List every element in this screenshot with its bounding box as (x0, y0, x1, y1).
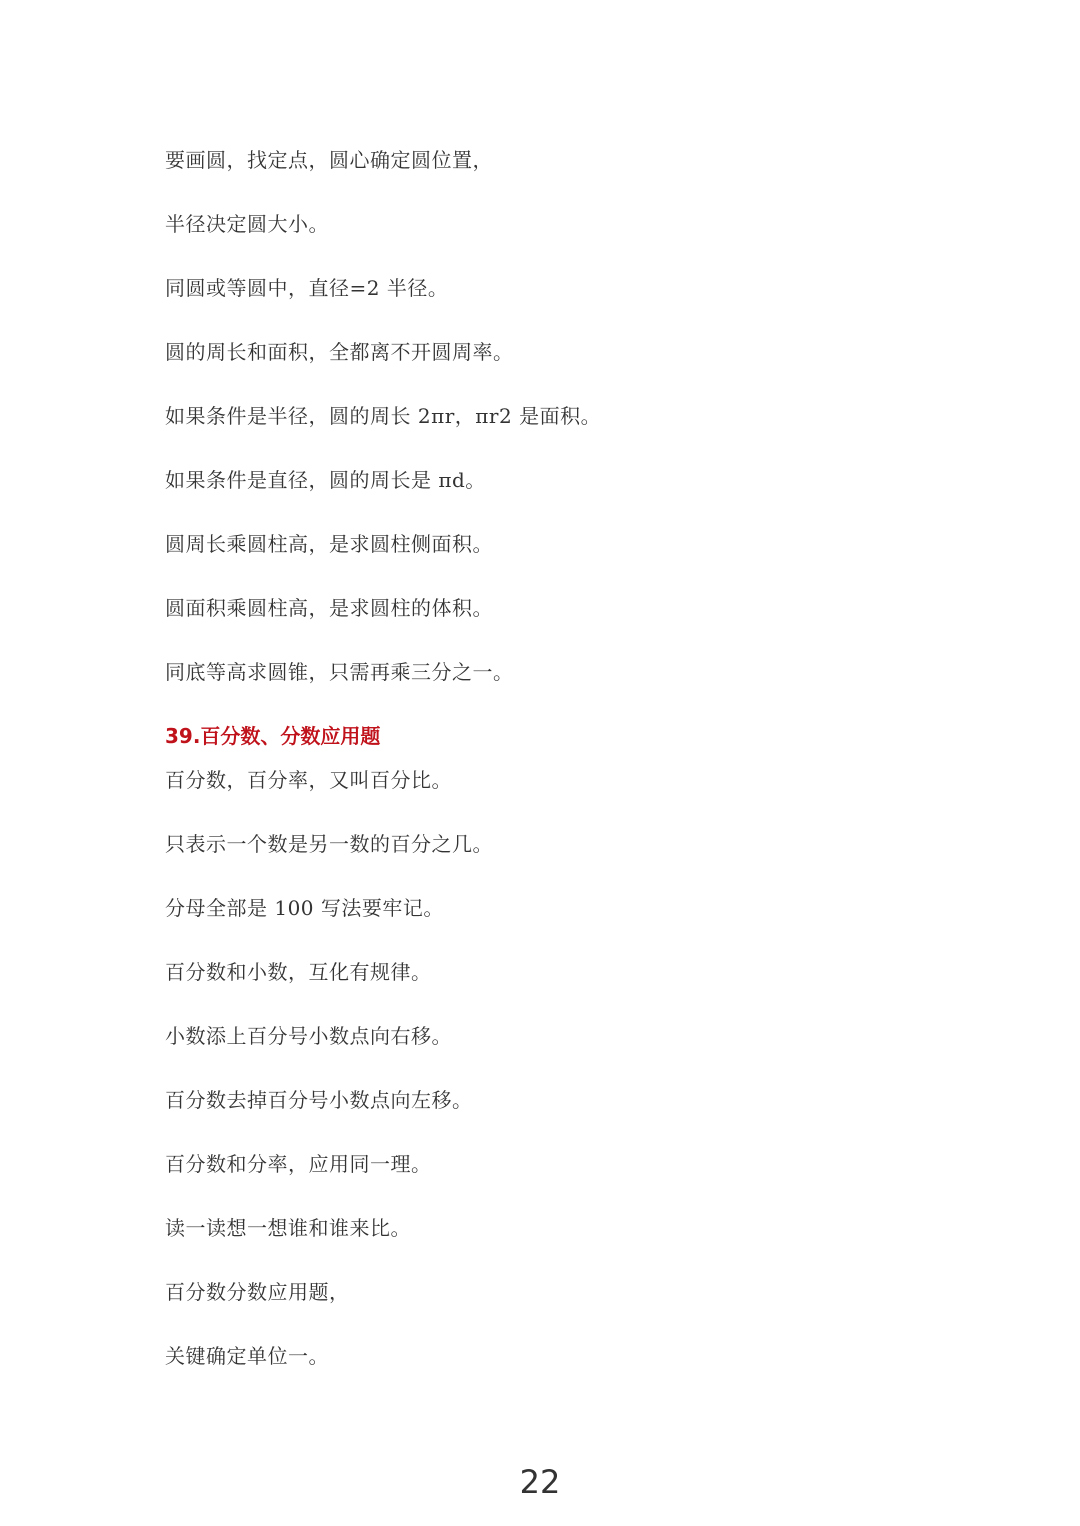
text-line: 如果条件是直径，圆的周长是 πd。 (165, 468, 486, 492)
text-line: 同圆或等圆中，直径=2 半径。 (165, 276, 449, 300)
text-line: 同底等高求圆锥，只需再乘三分之一。 (165, 660, 514, 684)
text-line: 圆的周长和面积，全都离不开圆周率。 (165, 340, 514, 364)
text-line: 读一读想一想谁和谁来比。 (165, 1216, 411, 1240)
text-line: 分母全部是 100 写法要牢记。 (165, 896, 444, 920)
page-number: 22 (519, 1463, 561, 1501)
text-line: 半径决定圆大小。 (165, 212, 329, 236)
text-line: 百分数分数应用题， (165, 1280, 350, 1304)
text-line: 百分数，百分率，又叫百分比。 (165, 768, 452, 792)
text-line: 圆周长乘圆柱高，是求圆柱侧面积。 (165, 532, 493, 556)
text-line: 百分数和小数，互化有规律。 (165, 960, 432, 984)
section-heading: 39.百分数、分数应用题 (165, 724, 381, 748)
text-line: 圆面积乘圆柱高，是求圆柱的体积。 (165, 596, 493, 620)
text-line: 关键确定单位一。 (165, 1344, 329, 1368)
text-line: 百分数去掉百分号小数点向左移。 (165, 1088, 473, 1112)
text-line: 小数添上百分号小数点向右移。 (165, 1024, 452, 1048)
text-line: 要画圆，找定点，圆心确定圆位置， (165, 148, 493, 172)
text-line: 百分数和分率，应用同一理。 (165, 1152, 432, 1176)
text-line: 只表示一个数是另一数的百分之几。 (165, 832, 493, 856)
text-line: 如果条件是半径，圆的周长 2πr，πr2 是面积。 (165, 404, 602, 428)
